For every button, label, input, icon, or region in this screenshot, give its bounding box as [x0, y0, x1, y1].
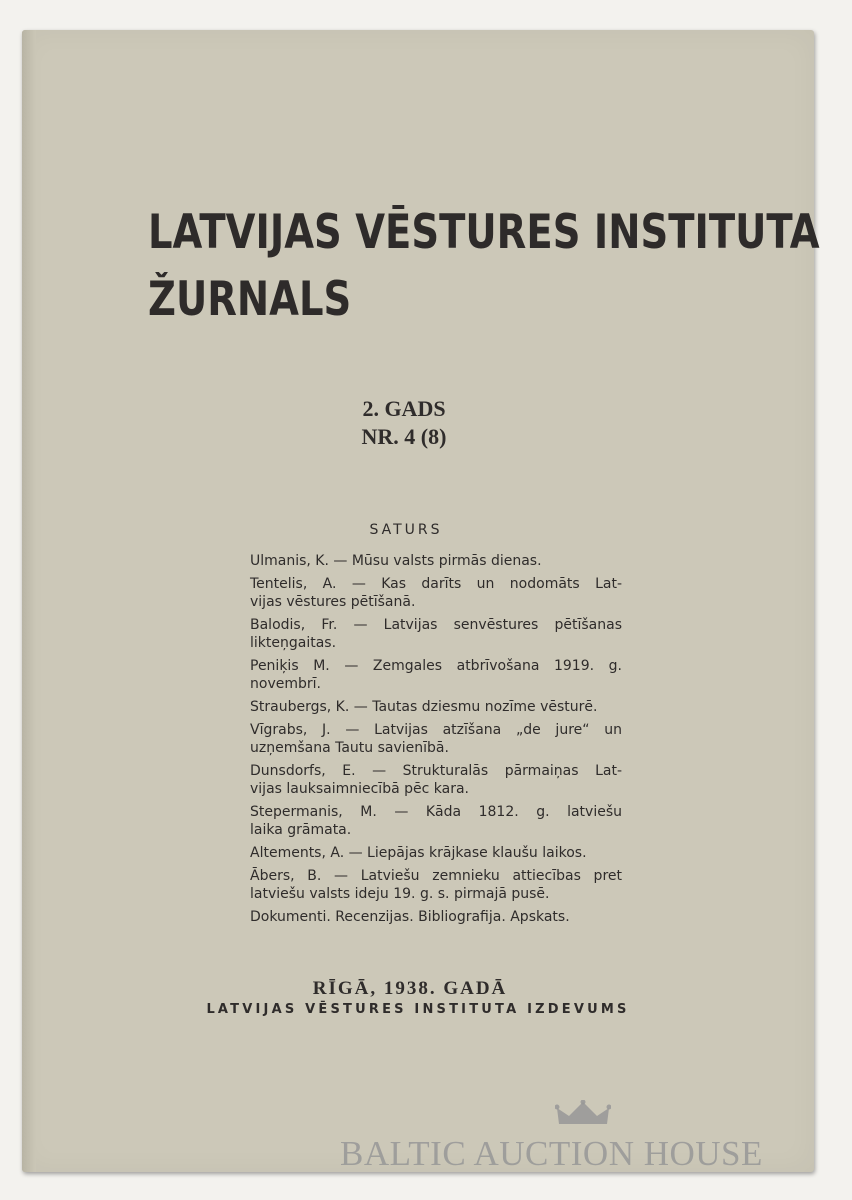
contents-entry-line: Peniķis M. — Zemgales atbrīvošana 1919. g. [250, 658, 622, 674]
contents-entry [250, 657, 622, 693]
contents-entry-line: Ulmanis, K. — Mūsu valsts pirmās dienas. [250, 553, 542, 569]
contents-entry [250, 575, 622, 611]
contents-entry [250, 844, 622, 862]
contents-entry [250, 552, 622, 570]
contents-list [250, 552, 622, 931]
contents-entry-line: laika grāmata. [250, 822, 352, 838]
contents-entry [250, 762, 622, 798]
journal-title-line-1: LATVIJAS VĒSTURES INSTITUTA [148, 205, 820, 260]
contents-entry-line: Balodis, Fr. — Latvijas senvēstures pētīšanas [250, 617, 622, 633]
journal-title-line-2: ŽURNALS [148, 272, 352, 327]
spine-edge [22, 30, 36, 1172]
contents-entry [250, 803, 622, 839]
watermark [340, 1100, 830, 1180]
imprint-place-year: RĪGĀ, 1938. GADĀ [312, 978, 508, 999]
contents-entry-line: Vīgrabs, J. — Latvijas atzīšana „de jure“ un [250, 722, 622, 738]
contents-entry [250, 616, 622, 652]
contents-entry-line: Dokumenti. Recenzijas. Bibliografija. Apskats. [250, 909, 570, 925]
book-cover [22, 30, 820, 1172]
contents-entry-line: novembrī. [250, 676, 321, 692]
contents-entry-line: latviešu valsts ideju 19. g. s. pirmajā pusē. [250, 886, 550, 902]
contents-entry [250, 698, 622, 716]
watermark-text: BALTIC AUCTION HOUSE [340, 1134, 763, 1173]
contents-entry [250, 867, 622, 903]
contents-entry [250, 721, 622, 757]
contents-entry-line: Straubergs, K. — Tautas dziesmu nozīme vēsturē. [250, 699, 598, 715]
contents-entry-line: vijas lauksaimniecībā pēc kara. [250, 781, 469, 797]
contents-heading: SATURS [369, 522, 443, 538]
contents-entry-line: Tentelis, A. — Kas darīts un nodomāts Lat- [250, 576, 622, 592]
contents-entry-line: Ābers, B. — Latviešu zemnieku attiecības pret [250, 868, 622, 884]
crown-icon [555, 1100, 611, 1128]
contents-entry-line: uzņemšana Tautu savienībā. [250, 740, 449, 756]
imprint-publisher: LATVIJAS VĒSTURES INSTITUTA IZDEVUMS [206, 1002, 630, 1017]
contents-entry [250, 908, 622, 926]
contents-entry-line: Dunsdorfs, E. — Strukturalās pārmaiņas Lat- [250, 763, 622, 779]
contents-entry-line: vijas vēstures pētīšanā. [250, 594, 416, 610]
contents-entry-line: Stepermanis, M. — Kāda 1812. g. latviešu [250, 804, 622, 820]
contents-entry-line: likteņgaitas. [250, 635, 337, 651]
issue-number: NR. 4 (8) [361, 424, 447, 449]
contents-entry-line: Altements, A. — Liepājas krājkase klaušu laikos. [250, 845, 587, 861]
issue-year: 2. GADS [362, 396, 446, 421]
